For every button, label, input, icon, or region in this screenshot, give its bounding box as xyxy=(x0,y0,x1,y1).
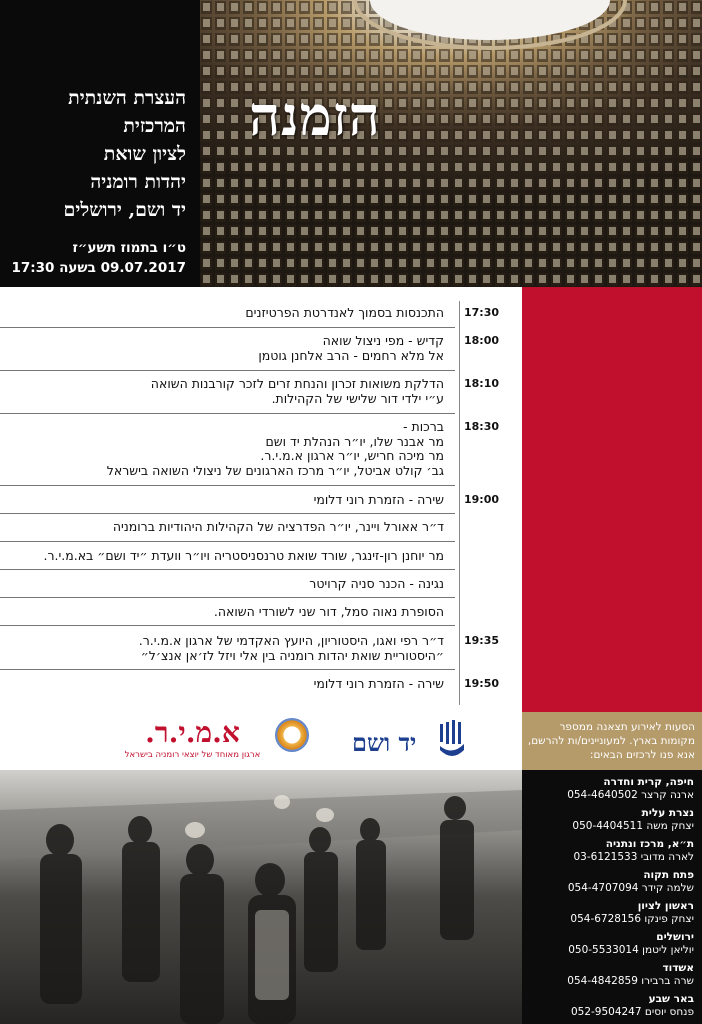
schedule-text: מר יוחנן רון-זינגר, שורד שואת טרנסניסטריה ויו״ר וועדת ״יד ושם״ בא.מ.י.ר. xyxy=(43,548,444,563)
contact-city: ראשון לציון xyxy=(637,900,694,912)
schedule-text: גב׳ קולט אביטל, יו״ר מרכז הארגונים של ניצולי השואה בישראל xyxy=(106,462,444,478)
schedule-time: 19:00 xyxy=(463,493,499,506)
row-divider xyxy=(0,513,455,514)
heading-line: יד ושם, ירושלים xyxy=(63,199,186,221)
row-divider xyxy=(0,413,455,414)
row-divider xyxy=(0,541,455,542)
schedule-time: 17:30 xyxy=(463,306,499,319)
schedule-text: נגינה - הכנר סניה קרויטר xyxy=(309,576,444,591)
schedule-time: 19:35 xyxy=(463,634,499,647)
transport-note: הסעות לאירוע תצאנה ממספר מקומות בארץ. למעוניינים/ות להרשם, אנא פנו לרכזים הבאים: xyxy=(527,721,695,761)
hall-of-names-photo xyxy=(200,0,702,287)
contact-city: פתח תקוה xyxy=(643,869,694,881)
contact-entry xyxy=(524,900,694,926)
row-divider xyxy=(0,597,455,598)
event-heading xyxy=(6,84,186,224)
contact-city: ירושלים xyxy=(656,931,694,943)
contact-person: שרה ברבירו 054-4842859 xyxy=(567,975,694,987)
event-info-panel xyxy=(0,0,200,287)
schedule-text: מר מיכה חריש, יו״ר ארגון א.מ.י.ר. xyxy=(260,448,444,463)
contact-entry xyxy=(524,807,694,833)
contact-person: יצחק פינקו 054-6728156 xyxy=(570,913,694,925)
contact-city: באר שבע xyxy=(648,993,694,1005)
schedule-time: 19:50 xyxy=(463,677,499,690)
contact-city: נצרת עלית xyxy=(641,807,694,819)
row-divider xyxy=(0,569,455,570)
amir-logo-subtitle: ארגון מאוחד של יוצאי רומניה בישראל xyxy=(124,750,261,760)
schedule-text: ברכות - xyxy=(403,419,444,434)
contact-person: שלמה קידר 054-4707094 xyxy=(567,882,694,894)
contact-person: לארה מדובי 03-6121533 xyxy=(573,851,694,863)
hebrew-date: ט״ו בתמוז תשע״ז xyxy=(72,240,186,256)
sponsor-logos xyxy=(0,712,522,770)
deportation-historical-photo xyxy=(0,770,522,1024)
contact-person: פנחס יוסים 052-9504247 xyxy=(570,1006,694,1018)
contact-person: יוליאן ליטמן 050-5533014 xyxy=(568,944,694,956)
contact-city: ת״א, מרכז ונתניה xyxy=(605,838,694,850)
row-divider xyxy=(0,327,455,328)
invitation-title: הזמנה xyxy=(249,84,381,148)
heading-line: המרכזית xyxy=(123,115,186,137)
heading-line: העצרת השנתית xyxy=(68,87,186,109)
schedule-text: קדיש - מפי ניצול שואה xyxy=(322,333,444,348)
schedule-text: מר אבנר שלו, יו״ר הנהלת יד ושם xyxy=(265,433,444,449)
schedule-text: הדלקת משואות זכרון והנחת זרים לזכר קורבנות השואה xyxy=(150,376,444,391)
contact-city: אשדוד xyxy=(662,962,694,974)
schedule-time: 18:10 xyxy=(463,377,499,390)
schedule-time: 18:30 xyxy=(463,420,499,433)
row-divider xyxy=(0,625,455,626)
contact-person: יצחק משה 050-4404511 xyxy=(572,820,694,832)
schedule-text: אל מלא רחמים - הרב אלחנן גוטמן xyxy=(258,347,444,363)
program-schedule xyxy=(0,287,522,712)
schedule-text: שירה - הזמרת רוני דלומי xyxy=(313,676,444,691)
amir-logo-name: א.מ.י.ר. xyxy=(145,716,240,749)
schedule-text: ״היסטוריית שואת יהדות רומניה בין אלי ויזל לז׳אן אנצ׳ל״ xyxy=(140,647,444,663)
contact-city: חיפה, קרית וחדרה xyxy=(603,776,694,788)
row-divider xyxy=(0,370,455,371)
yad-vashem-logo-name: יד ושם xyxy=(352,728,417,757)
schedule-text: הסופרת נאוה סמל, דור שני לשורדי השואה. xyxy=(213,604,444,619)
coordinators-list xyxy=(522,770,702,1024)
yad-vashem-flame-icon xyxy=(438,720,468,760)
row-divider xyxy=(0,669,455,670)
schedule-text: ד״ר אאורל ויינר, יו״ר הפדרציה של הקהילות היהודיות ברומניה xyxy=(112,519,444,534)
schedule-divider xyxy=(459,301,460,705)
event-date-time: 09.07.2017 בשעה 17:30 xyxy=(11,260,186,276)
heading-line: לציון שואת xyxy=(103,143,186,165)
heading-line: יהדות רומניה xyxy=(90,171,186,193)
contact-entry xyxy=(524,962,694,988)
schedule-text: ע״י ילדי דור שלישי של הקהילות. xyxy=(271,390,444,406)
row-divider xyxy=(0,485,455,486)
red-accent-block xyxy=(522,287,702,712)
crowd-silhouettes xyxy=(0,770,522,1024)
contact-entry xyxy=(524,838,694,864)
contact-person: ארנה קרצר 054-4640502 xyxy=(567,789,694,801)
schedule-time: 18:00 xyxy=(463,334,499,347)
schedule-text: ד״ר רפי ואגו, היסטוריון, היועץ האקדמי של ארגון א.מ.י.ר. xyxy=(138,633,444,648)
amir-logo xyxy=(120,712,380,764)
contact-entry xyxy=(524,776,694,802)
contact-entry xyxy=(524,931,694,957)
schedule-text: שירה - הזמרת רוני דלומי xyxy=(313,492,444,507)
contact-entry xyxy=(524,993,694,1019)
contact-entry xyxy=(524,869,694,895)
amir-emblem-icon xyxy=(275,718,309,752)
schedule-text: התכנסות בסמוך לאנדרטת הפרטיזנים xyxy=(245,305,444,320)
yad-vashem-logo xyxy=(352,720,470,764)
transport-info-box xyxy=(522,712,702,770)
